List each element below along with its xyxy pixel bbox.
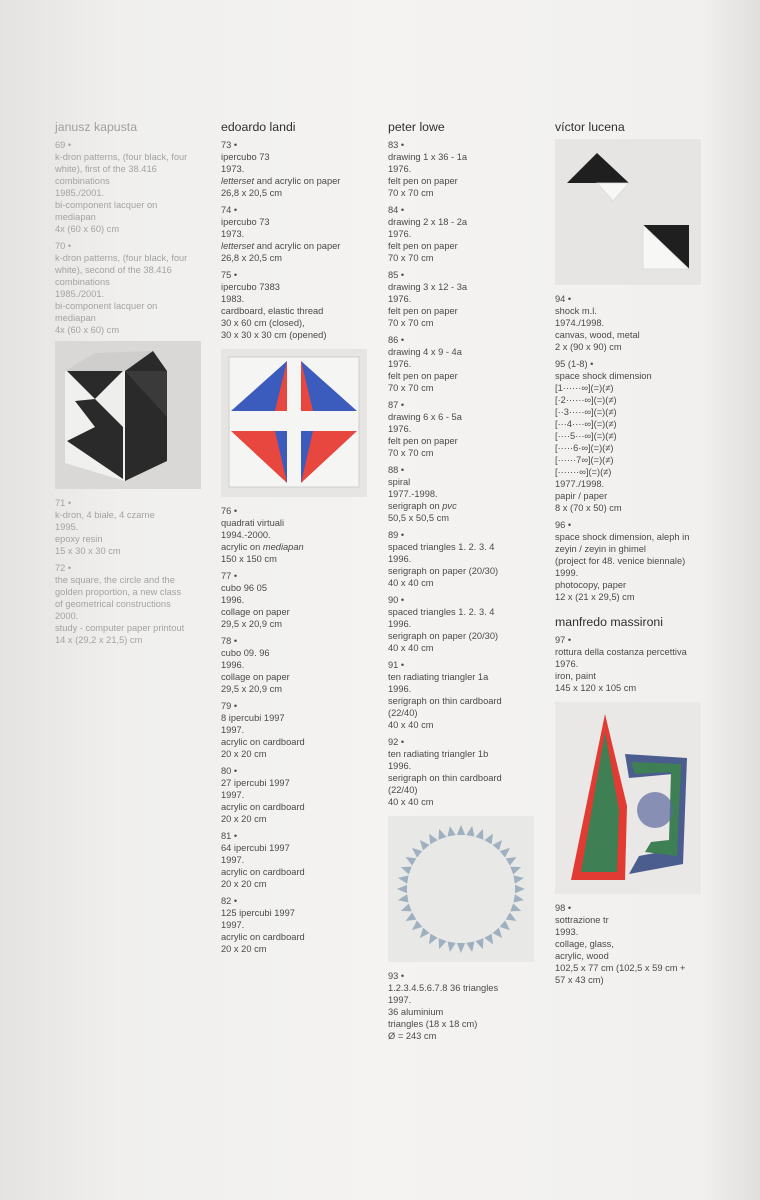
entry-line: 145 x 120 x 105 cm — [555, 683, 637, 693]
entry-line: 70 x 70 cm — [388, 188, 434, 198]
entry-number: 89 • — [388, 529, 546, 541]
catalog-entry-74 — [221, 204, 379, 264]
entry-line: [····5···∞](=)(≠) — [555, 431, 617, 441]
entry-medium-pre: acrylic on — [221, 542, 263, 552]
catalog-entry-90 — [388, 594, 546, 654]
entry-medium-italic: mediapan — [262, 542, 304, 552]
catalog-entry-77 — [221, 570, 379, 630]
entry-line: (22/40) — [388, 708, 418, 718]
entry-line: 36 aluminium — [388, 1007, 444, 1017]
entry-line: combinations — [55, 176, 110, 186]
entry-line: k-dron patterns, (four black, four — [55, 152, 188, 162]
entry-line: 1997. — [221, 920, 245, 930]
entry-line: felt pen on paper — [388, 371, 458, 381]
entry-year: 1977.-1998. — [388, 489, 438, 499]
entry-line: 1976. — [388, 424, 412, 434]
entry-line: [···4····∞](=)(≠) — [555, 419, 617, 429]
entry-line: 40 x 40 cm — [388, 578, 434, 588]
entry-number: 73 • — [221, 139, 379, 151]
entry-line: [·······∞](=)(≠) — [555, 467, 612, 477]
entry-number: 79 • — [221, 700, 379, 712]
entry-line: (project for 48. venice biennale) — [555, 556, 686, 566]
entry-line: [1······∞](=)(≠) — [555, 383, 614, 393]
entry-line: 20 x 20 cm — [221, 814, 267, 824]
entry-number: 81 • — [221, 830, 379, 842]
entry-line: 1.2.3.4.5.6.7.8 36 triangles — [388, 983, 499, 993]
column-victor-lucena — [555, 120, 713, 991]
entry-line: felt pen on paper — [388, 436, 458, 446]
entry-line: golden proportion, a new class — [55, 587, 182, 597]
entry-line: 70 x 70 cm — [388, 318, 434, 328]
artist-name: edoardo landi — [221, 120, 296, 134]
entry-number: 92 • — [388, 736, 546, 748]
entry-line: 1996. — [388, 684, 412, 694]
entry-medium — [388, 500, 546, 512]
entry-line: 1997. — [221, 725, 245, 735]
catalog-entry-95 — [555, 358, 713, 514]
entry-line: [······7∞](=)(≠) — [555, 455, 614, 465]
entry-line: triangles (18 x 18 cm) — [388, 1019, 478, 1029]
entry-line: 40 x 40 cm — [388, 797, 434, 807]
entry-number: 86 • — [388, 334, 546, 346]
entry-line: acrylic, wood — [555, 951, 609, 961]
entry-number: 80 • — [221, 765, 379, 777]
entry-number: 97 • — [555, 634, 713, 646]
entry-line: acrylic on cardboard — [221, 932, 305, 942]
entry-line: felt pen on paper — [388, 176, 458, 186]
entry-line: 8 x (70 x 50) cm — [555, 503, 622, 513]
entry-size: 150 x 150 cm — [221, 554, 277, 564]
entry-line: 40 x 40 cm — [388, 720, 434, 730]
entry-number: 70 • — [55, 240, 213, 252]
entry-line: acrylic on cardboard — [221, 867, 305, 877]
entry-year: 1973. — [221, 164, 245, 174]
catalog-entry-96 — [555, 519, 713, 603]
entry-medium-rest: and acrylic on paper — [254, 176, 341, 186]
entry-line: collage on paper — [221, 607, 290, 617]
entry-line: cubo 96 05 — [221, 583, 268, 593]
entry-line: 1976. — [388, 229, 412, 239]
entry-number: 96 • — [555, 519, 713, 531]
entry-line: the square, the circle and the — [55, 575, 175, 585]
entry-line: 64 ipercubi 1997 — [221, 843, 290, 853]
catalog-entry-71 — [55, 497, 213, 557]
entry-medium — [221, 541, 379, 553]
catalog-entry-76 — [221, 505, 379, 565]
entry-number: 84 • — [388, 204, 546, 216]
entry-line: mediapan — [55, 212, 96, 222]
entry-line: study - computer paper printout — [55, 623, 185, 633]
catalog-entry-98 — [555, 902, 713, 986]
entry-line: ipercubo 7383 — [221, 282, 280, 292]
entry-line: 1977./1998. — [555, 479, 605, 489]
entry-line: 27 ipercubi 1997 — [221, 778, 290, 788]
entry-medium — [221, 240, 379, 252]
entry-line: 4x (60 x 60) cm — [55, 224, 120, 234]
entry-line: 12 x (21 x 29,5) cm — [555, 592, 635, 602]
entry-line: 1996. — [388, 619, 412, 629]
entry-number: 77 • — [221, 570, 379, 582]
entry-line: 30 x 30 x 30 cm (opened) — [221, 330, 327, 340]
entry-line: bi-component lacquer on — [55, 301, 158, 311]
entry-line: 1996. — [221, 595, 245, 605]
entry-size: 26,8 x 20,5 cm — [221, 188, 282, 198]
entry-line: 1985./2001. — [55, 188, 105, 198]
entry-line: space shock dimension, aleph in — [555, 532, 690, 542]
column-peter-lowe — [388, 120, 546, 1047]
entry-line: 4x (60 x 60) cm — [55, 325, 120, 335]
entry-line: acrylic on cardboard — [221, 802, 305, 812]
entry-line: ten radiating triangler 1b — [388, 749, 489, 759]
entry-number: 72 • — [55, 562, 213, 574]
entry-number: 71 • — [55, 497, 213, 509]
entry-line: combinations — [55, 277, 110, 287]
entry-line: acrylic on cardboard — [221, 737, 305, 747]
entry-line: 29,5 x 20,9 cm — [221, 619, 282, 629]
entry-line: cardboard, elastic thread — [221, 306, 324, 316]
catalog-entry-72 — [55, 562, 213, 646]
entry-line: 1976. — [388, 294, 412, 304]
entry-line: collage on paper — [221, 672, 290, 682]
catalog-entry-91 — [388, 659, 546, 731]
entry-year: 1994.-2000. — [221, 530, 271, 540]
entry-line: 70 x 70 cm — [388, 253, 434, 263]
artwork-image-sottrazione-tr — [555, 702, 701, 894]
entry-line: Ø = 243 cm — [388, 1031, 437, 1041]
catalog-entry-80 — [221, 765, 379, 825]
entry-line: 29,5 x 20,9 cm — [221, 684, 282, 694]
entry-line: 20 x 20 cm — [221, 944, 267, 954]
entry-line: 1999. — [555, 568, 579, 578]
entry-line: felt pen on paper — [388, 241, 458, 251]
triangle-ring-illustration — [388, 816, 534, 962]
entry-line: 8 ipercubi 1997 — [221, 713, 285, 723]
artwork-image-36-triangles — [388, 816, 534, 962]
catalog-entry-78 — [221, 635, 379, 695]
catalog-entry-75 — [221, 269, 379, 341]
entry-year: 1973. — [221, 229, 245, 239]
catalog-entry-87 — [388, 399, 546, 459]
entry-line: sottrazione tr — [555, 915, 609, 925]
entry-line: rottura della costanza percettiva — [555, 647, 687, 657]
entry-medium-italic: letterset — [221, 241, 255, 251]
shock-ml-illustration — [555, 139, 701, 285]
entry-line: 1997. — [221, 790, 245, 800]
catalog-entry-92 — [388, 736, 546, 808]
entry-line: drawing 4 x 9 - 4a — [388, 347, 462, 357]
entry-line: shock m.l. — [555, 306, 597, 316]
entry-line: 1996. — [221, 660, 245, 670]
entry-line: bi-component lacquer on — [55, 200, 158, 210]
entry-title: ipercubo 73 — [221, 152, 270, 162]
entry-line: serigraph on paper (20/30) — [388, 566, 499, 576]
entry-number: 83 • — [388, 139, 546, 151]
entry-number: 85 • — [388, 269, 546, 281]
entry-number: 93 • — [388, 970, 546, 982]
entry-line: drawing 2 x 18 - 2a — [388, 217, 468, 227]
entry-line: 1976. — [555, 659, 579, 669]
entry-line: 1976. — [388, 359, 412, 369]
entry-line: 20 x 20 cm — [221, 749, 267, 759]
entry-line: 30 x 60 cm (closed), — [221, 318, 305, 328]
catalog-entry-84 — [388, 204, 546, 264]
entry-line: [·2······∞](=)(≠) — [555, 395, 617, 405]
quadrati-virtuali-illustration — [221, 349, 367, 497]
artwork-image-k-dron-cube — [55, 341, 201, 489]
entry-line: [··3·····∞](=)(≠) — [555, 407, 617, 417]
entry-line: 125 ipercubi 1997 — [221, 908, 295, 918]
entry-line: 102,5 x 77 cm (102,5 x 59 cm + — [555, 963, 686, 973]
entry-line: 1997. — [221, 855, 245, 865]
entry-line: of geometrical constructions — [55, 599, 171, 609]
entry-medium-pre: serigraph on — [388, 501, 443, 511]
entry-number: 91 • — [388, 659, 546, 671]
catalog-entry-69 — [55, 139, 213, 235]
artwork-image-quadrati-virtuali — [221, 349, 367, 497]
entry-number: 90 • — [388, 594, 546, 606]
entry-line: photocopy, paper — [555, 580, 627, 590]
catalog-entry-85 — [388, 269, 546, 329]
entry-title: quadrati virtuali — [221, 518, 285, 528]
entry-line: serigraph on paper (20/30) — [388, 631, 499, 641]
entry-line: white), second of the 38.416 — [55, 265, 172, 275]
entry-number: 94 • — [555, 293, 713, 305]
entry-line: 1985./2001. — [55, 289, 105, 299]
entry-line: k-dron, 4 białe, 4 czarne — [55, 510, 155, 520]
entry-line: 57 x 43 cm) — [555, 975, 604, 985]
entry-number: 78 • — [221, 635, 379, 647]
entry-title: spiral — [388, 477, 411, 487]
entry-line: 1983. — [221, 294, 245, 304]
entry-number: 98 • — [555, 902, 713, 914]
catalog-entry-70 — [55, 240, 213, 336]
entry-line: mediapan — [55, 313, 96, 323]
entry-medium-rest: and acrylic on paper — [254, 241, 341, 251]
entry-line: 70 x 70 cm — [388, 383, 434, 393]
entry-line: 15 x 30 x 30 cm — [55, 546, 121, 556]
catalog-entry-93 — [388, 970, 546, 1042]
entry-line: spaced triangles 1. 2. 3. 4 — [388, 607, 495, 617]
entry-title: ipercubo 73 — [221, 217, 270, 227]
entry-line: epoxy resin — [55, 534, 103, 544]
artwork-image-shock-ml — [555, 139, 701, 285]
entry-line: zeyin / zeyin in ghimel — [555, 544, 646, 554]
entry-medium-italic: letterset — [221, 176, 255, 186]
entry-number: 74 • — [221, 204, 379, 216]
catalog-entry-73 — [221, 139, 379, 199]
entry-line: iron, paint — [555, 671, 596, 681]
entry-number: 88 • — [388, 464, 546, 476]
entry-line: 1993. — [555, 927, 579, 937]
catalog-entry-88 — [388, 464, 546, 524]
catalog-entry-86 — [388, 334, 546, 394]
entry-line: drawing 3 x 12 - 3a — [388, 282, 468, 292]
entry-size: 26,8 x 20,5 cm — [221, 253, 282, 263]
entry-line: 1996. — [388, 761, 412, 771]
artist-name: víctor lucena — [555, 120, 625, 134]
catalog-entry-79 — [221, 700, 379, 760]
entry-number: 82 • — [221, 895, 379, 907]
artist-name: peter lowe — [388, 120, 445, 134]
entry-line: 2000. — [55, 611, 79, 621]
entry-line: 1997. — [388, 995, 412, 1005]
entry-line: 1974./1998. — [555, 318, 605, 328]
entry-line: 20 x 20 cm — [221, 879, 267, 889]
entry-line: collage, glass, — [555, 939, 614, 949]
entry-line: 70 x 70 cm — [388, 448, 434, 458]
entry-number: 87 • — [388, 399, 546, 411]
entry-number: 75 • — [221, 269, 379, 281]
entry-size: 50,5 x 50,5 cm — [388, 513, 449, 523]
entry-line: 1996. — [388, 554, 412, 564]
catalog-entry-82 — [221, 895, 379, 955]
artist-name-massironi: manfredo massironi — [555, 615, 663, 629]
entry-line: spaced triangles 1. 2. 3. 4 — [388, 542, 495, 552]
catalog-entry-94 — [555, 293, 713, 353]
entry-line: serigraph on thin cardboard — [388, 773, 502, 783]
entry-medium-italic: pvc — [442, 501, 457, 511]
entry-line: (22/40) — [388, 785, 418, 795]
column-janusz-kapusta — [55, 120, 213, 651]
entry-line: k-dron patterns, (four black, four — [55, 253, 188, 263]
entry-line: white), first of the 38.416 — [55, 164, 157, 174]
entry-line: felt pen on paper — [388, 306, 458, 316]
catalog-entry-83 — [388, 139, 546, 199]
entry-line: cubo 09. 96 — [221, 648, 270, 658]
entry-line: 40 x 40 cm — [388, 643, 434, 653]
entry-line: canvas, wood, metal — [555, 330, 640, 340]
entry-line: papir / paper — [555, 491, 608, 501]
sottrazione-tr-illustration — [555, 702, 701, 894]
catalog-entry-81 — [221, 830, 379, 890]
entry-line: 1995. — [55, 522, 79, 532]
entry-line: 2 x (90 x 90) cm — [555, 342, 622, 352]
entry-line: 14 x (29,2 x 21,5) cm — [55, 635, 143, 645]
artist-name: janusz kapusta — [55, 120, 138, 134]
entry-number: 95 (1-8) • — [555, 358, 713, 370]
entry-line: ten radiating triangler 1a — [388, 672, 489, 682]
entry-line: serigraph on thin cardboard — [388, 696, 502, 706]
catalog-entry-97 — [555, 634, 713, 694]
column-edoardo-landi — [221, 120, 379, 960]
entry-line: [·····6·∞](=)(≠) — [555, 443, 614, 453]
catalog-entry-89 — [388, 529, 546, 589]
k-dron-cube-illustration — [55, 341, 201, 489]
entry-number: 69 • — [55, 139, 213, 151]
entry-medium — [221, 175, 379, 187]
entry-line: drawing 1 x 36 - 1a — [388, 152, 468, 162]
entry-line: space shock dimension — [555, 371, 652, 381]
entry-line: drawing 6 x 6 - 5a — [388, 412, 462, 422]
entry-number: 76 • — [221, 505, 379, 517]
entry-line: 1976. — [388, 164, 412, 174]
